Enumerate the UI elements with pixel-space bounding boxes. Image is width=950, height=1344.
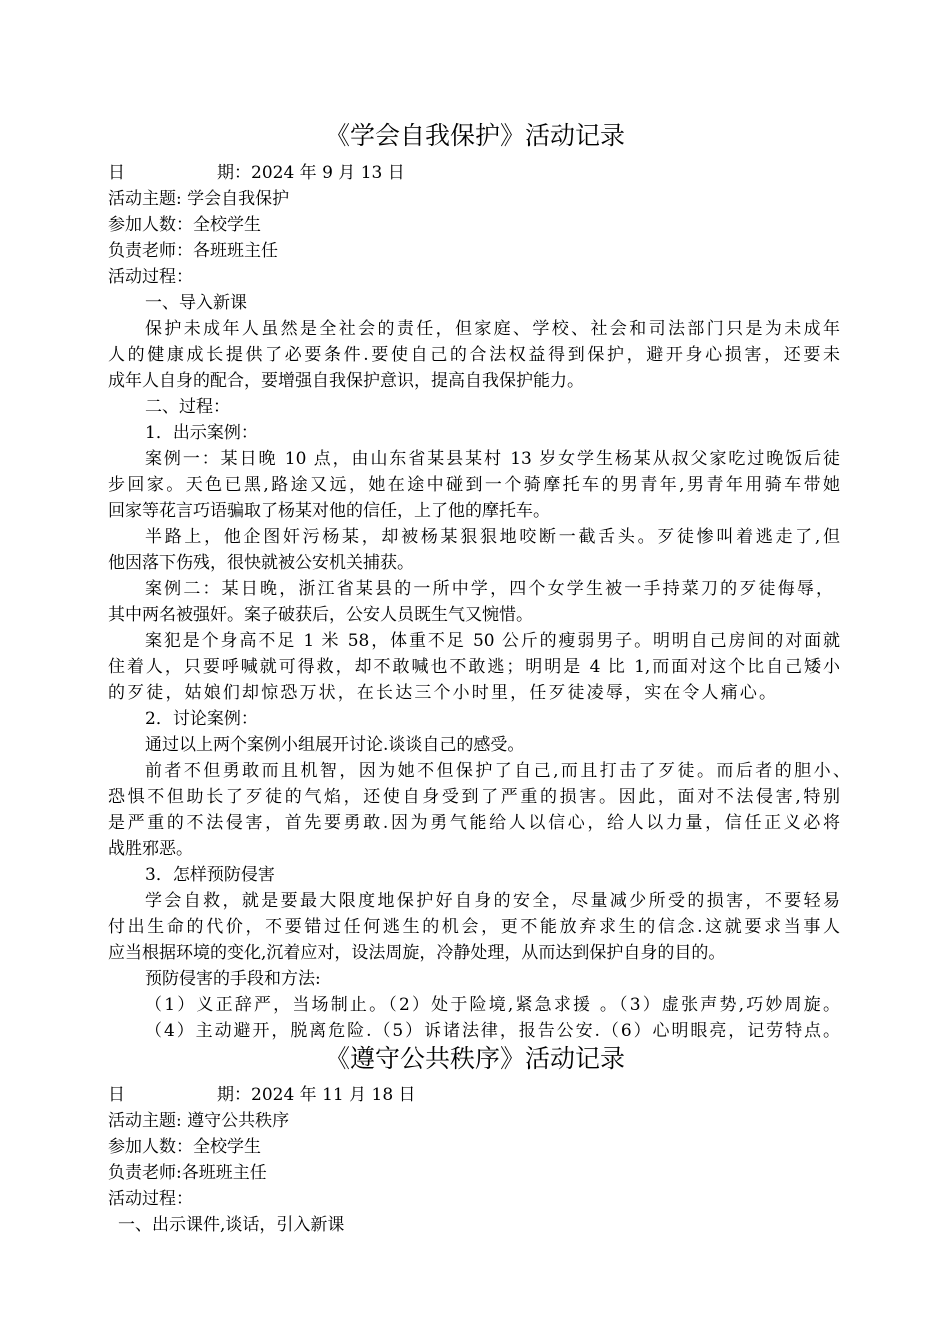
paragraph-line: 案例二：某日晚，浙江省某县的一所中学，四个女学生被一手持菜刀的歹徒侮辱， [145, 579, 833, 599]
heading-line: 一、出示课件,谈话，引入新课 [118, 1215, 345, 1235]
heading-line: 2．讨论案例： [145, 709, 258, 729]
paragraph-line: 恐惧不但助长了歹徒的气焰，还使自身受到了严重的损害。因此，面对不法侵害,特别 [108, 787, 840, 807]
paragraph-line: 他因落下伤残，很快就被公安机关捕获。 [108, 553, 414, 573]
heading-line: 1．出示案例： [145, 423, 258, 443]
paragraph-line: 预防侵害的手段和方法: [145, 969, 321, 989]
theme-row: 活动主题: 学会自我保护 [108, 189, 290, 209]
date-label-char: 日 [108, 1085, 125, 1105]
process-label: 活动过程： [108, 1189, 193, 1209]
date-row [108, 160, 405, 186]
paragraph-line: 半路上，他企图奸污杨某，却被杨某狠狠地咬断一截舌头。歹徒惨叫着逃走了,但 [145, 527, 840, 547]
paragraph-line: 住着人，只要呼喊就可得救，却不敢喊也不敢逃；明明是 4 比 1,而面对这个比自己矮小 [108, 657, 840, 677]
paragraph-line: 步回家。天色已黑,路途又远，她在途中碰到一个骑摩托车的男青年,男青年用骑车带她 [108, 475, 840, 495]
heading-line: 一、导入新课 [145, 293, 247, 313]
date-value: 期：2024 年 11 月 18 日 [217, 1085, 416, 1105]
paragraph-line: 的歹徒，姑娘们却惊恐万状，在长达三个小时里，任歹徒凌辱，实在令人痛心。 [108, 683, 776, 703]
paragraph-line: 战胜邪恶。 [108, 839, 193, 859]
date-row [108, 1082, 416, 1108]
section-title: 《学会自我保护》活动记录 [324, 121, 625, 150]
date-label-char: 日 [108, 163, 125, 183]
paragraph-line: 前者不但勇敢而且机智，因为她不但保护了自己,而且打击了歹徒。而后者的胆小、 [145, 761, 850, 781]
teacher-row: 负责老师：各班班主任 [108, 241, 278, 261]
date-value: 期：2024 年 9 月 13 日 [217, 163, 405, 183]
heading-line: 二、过程： [145, 397, 230, 417]
list-line: （4）主动避开，脱离危险.（5）诉诸法律，报告公安.（6）心明眼亮，记劳特点。 [145, 1021, 840, 1041]
paragraph-line: 案例一：某日晚 10 点，由山东省某县某村 13 岁女学生杨某从叔父家吃过晚饭后徒 [145, 449, 840, 469]
section-title: 《遵守公共秩序》活动记录 [324, 1044, 625, 1073]
process-label: 活动过程： [108, 267, 193, 287]
paragraph-line: 是严重的不法侵害，首先要勇敢.因为勇气能给人以信心，给人以力量，信任正义必将 [108, 813, 840, 833]
paragraph-line: 案犯是个身高不足 1 米 58，体重不足 50 公斤的瘦弱男子。明明自己房间的对面就 [145, 631, 840, 651]
paragraph-line: 人的健康成长提供了必要条件.要使自己的合法权益得到保护，避开身心损害，还要未 [108, 345, 840, 365]
paragraph-line: 学会自救，就是要最大限度地保护好自身的安全，尽量减少所受的损害，不要轻易 [145, 891, 840, 911]
paragraph-line: 保护未成年人虽然是全社会的责任，但家庭、学校、社会和司法部门只是为未成年 [145, 319, 840, 339]
paragraph-line: 应当根据环境的变化,沉着应对，设法周旋，冷静处理，从而达到保护自身的目的。 [108, 943, 726, 963]
paragraph-line: 成年人自身的配合，要增强自我保护意识，提高自我保护能力。 [108, 371, 584, 391]
paragraph-line: 回家等花言巧语骗取了杨某对他的信任，上了他的摩托车。 [108, 501, 550, 521]
list-line: （1）义正辞严，当场制止。（2）处于险境,紧急求援 。（3）虚张声势,巧妙周旋。 [145, 995, 840, 1015]
participants-row: 参加人数：全校学生 [108, 1137, 261, 1157]
participants-row: 参加人数：全校学生 [108, 215, 261, 235]
theme-row: 活动主题: 遵守公共秩序 [108, 1111, 290, 1131]
paragraph-line: 通过以上两个案例小组展开讨论.谈谈自己的感受。 [145, 735, 525, 755]
paragraph-line: 其中两名被强奸。案子破获后，公安人员既生气又惋惜。 [108, 605, 533, 625]
paragraph-line: 付出生命的代价，不要错过任何逃生的机会，更不能放弃求生的信念.这就要求当事人 [108, 917, 840, 937]
heading-line: 3．怎样预防侵害 [145, 865, 275, 885]
teacher-row: 负责老师:各班班主任 [108, 1163, 267, 1183]
